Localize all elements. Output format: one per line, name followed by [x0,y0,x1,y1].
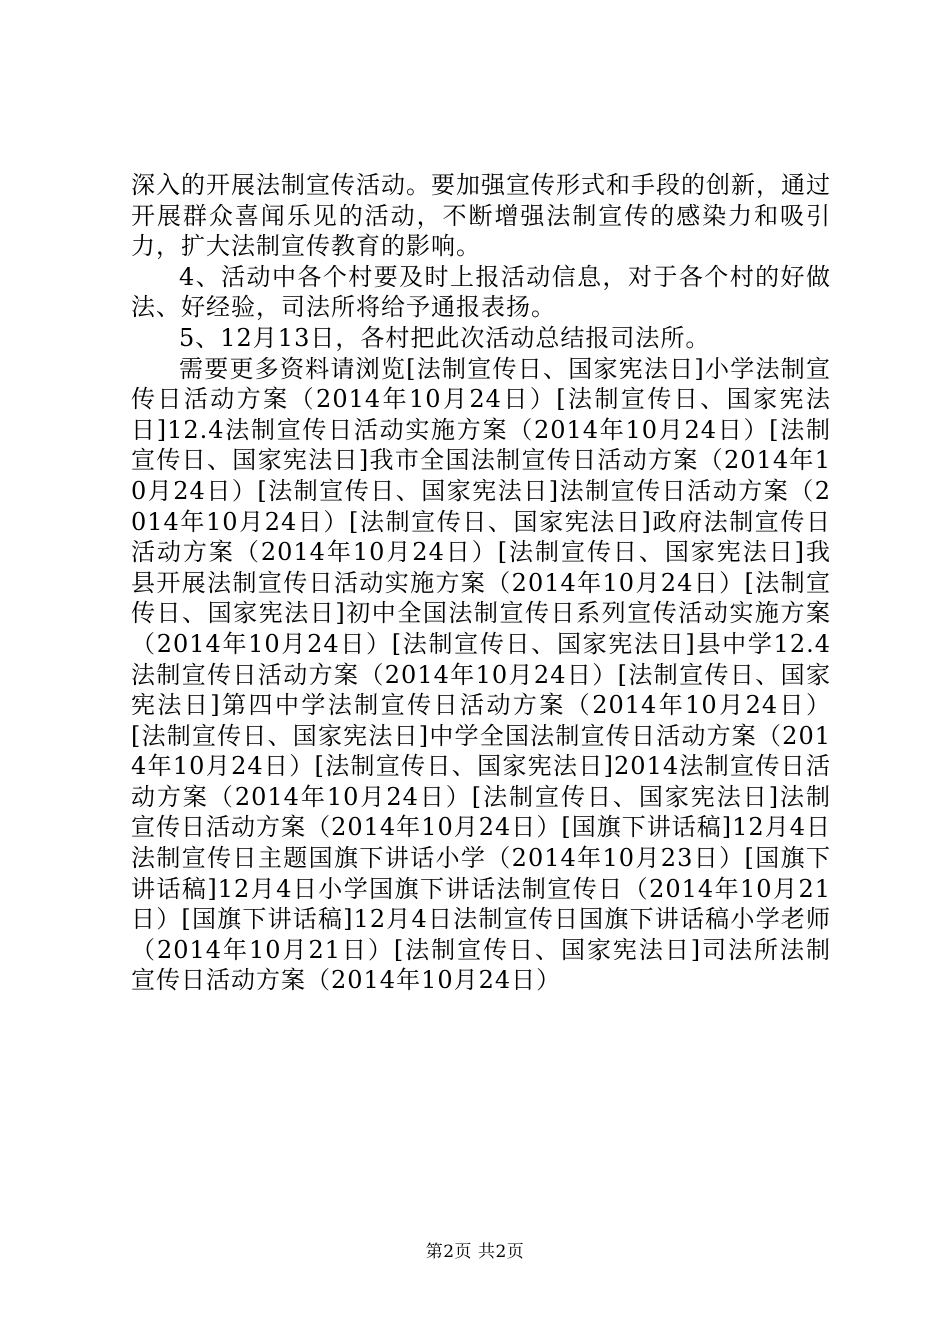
document-body [131,170,831,996]
paragraph-item-4: 4、活动中各个村要及时上报活动信息，对于各个村的好做法、好经验，司法所将给予通报表扬。 [131,262,831,322]
paragraph-item-5: 5、12月13日，各村把此次活动总结报司法所。 [179,323,711,352]
page-number-footer: 第2页 共2页 [425,1242,525,1262]
paragraph-continuation: 深入的开展法制宣传活动。要加强宣传形式和手段的创新，通过开展群众喜闻乐见的活动，不断增强法制宣传的感染力和吸引力，扩大法制宣传教育的影响。 [131,171,831,261]
paragraph-related-links: 需要更多资料请浏览[法制宣传日、国家宪法日]小学法制宣传日活动方案（2014年10月24日）[法制宣传日、国家宪法日]12.4法制宣传日活动实施方案（2014年10月24日）[法制宣传日、国家宪法日]我市全国法制宣传日活动方案（2014年10月24日）[法制宣传日、国家宪法日]法制宣传日活动方案（2014年10月24日）[法制宣传日、国家宪法日]政府法制宣传日活动方案（2014年10月24日）[法制宣传日、国家宪法日]我县开展法制宣传日活动实施方案（2014年10月24日）[法制宣传日、国家宪法日]初中全国法制宣传日系列宣传活动实施方案（2014年10月24日）[法制宣传日、国家宪法日]县中学12.4法制宣传日活动方案（2014年10月24日）[法制宣传日、国家宪法日]第四中学法制宣传日活动方案（2014年10月24日）[法制宣传日、国家宪法日]中学全国法制宣传日活动方案（2014年10月24日）[法制宣传日、国家宪法日]2014法制宣传日活动方案（2014年10月24日）[法制宣传日、国家宪法日]法制宣传日活动方案（2014年10月24日）[国旗下讲话稿]12月4日法制宣传日主题国旗下讲话小学（2014年10月23日）[国旗下讲话稿]12月4日小学国旗下讲话法制宣传日（2014年10月21日）[国旗下讲话稿]12月4日法制宣传日国旗下讲话稿小学老师（2014年10月21日）[法制宣传日、国家宪法日]司法所法制宣传日活动方案（2014年10月24日） [131,354,831,995]
